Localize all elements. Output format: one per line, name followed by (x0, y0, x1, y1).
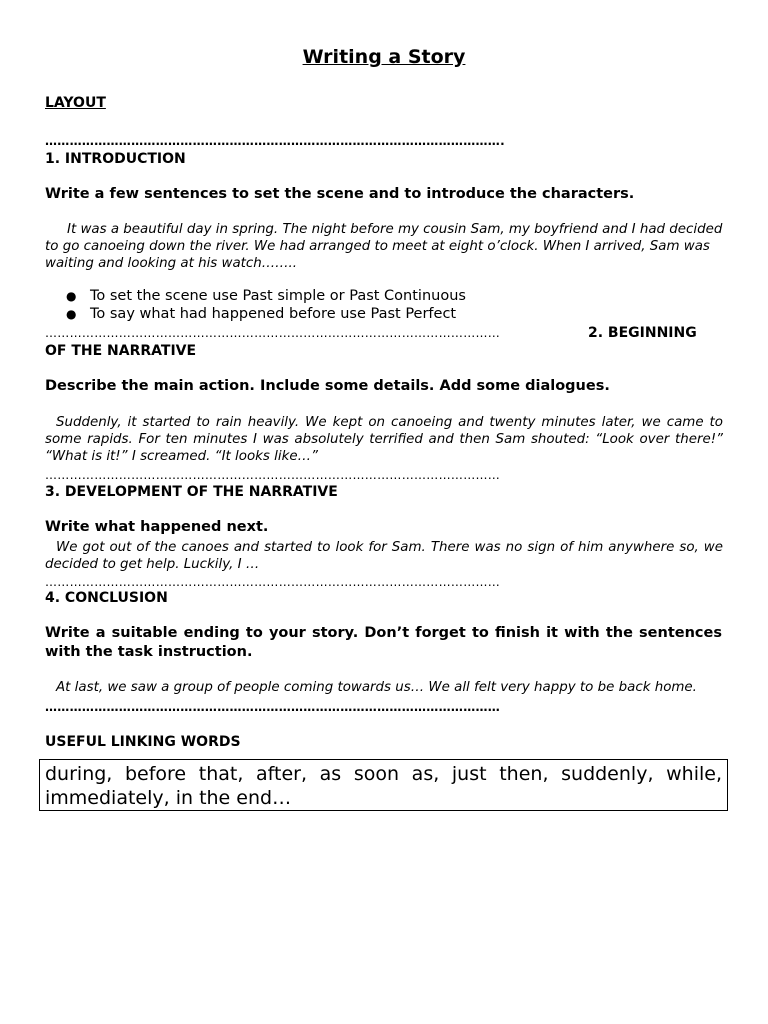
introduction-example: It was a beautiful day in spring. The night before my cousin Sam, my boyfriend and I had decided to go canoeing down the river. We had arranged to meet at eight o’clock. When I arrived, Sam was waiting and looking at his watch…….. (45, 222, 723, 271)
beginning-instruction: Describe the main action. Include some details. Add some dialogues. (45, 378, 610, 394)
linking-words-box: during, before that, after, as soon as, just then, suddenly, while, immediately, in the end… (39, 759, 728, 811)
bullet-icon: ● (66, 306, 77, 321)
page-title: Writing a Story (302, 46, 466, 68)
dotted-divider: …………………………………………………………………………………………………. (45, 134, 505, 148)
dotted-divider: ………………………………………………………………………………………………… (45, 468, 501, 482)
tense-tips-list (66, 288, 466, 323)
list-item-text: To say what had happened before use Past Perfect (90, 305, 457, 322)
conclusion-heading: 4. CONCLUSION (45, 590, 168, 606)
beginning-heading-part2: OF THE NARRATIVE (45, 343, 197, 359)
list-item-text: To set the scene use Past simple or Past Continuous (90, 288, 466, 304)
dotted-divider: ………………………………………………………………………………………………… (45, 326, 501, 340)
beginning-heading-part1: 2. BEGINNING (588, 325, 697, 341)
dotted-divider: ………………………………………………………………………………………………… (45, 575, 501, 589)
linking-words-heading: USEFUL LINKING WORDS (45, 734, 241, 750)
conclusion-example: At last, we saw a group of people coming towards us… We all felt very happy to be back home. (56, 680, 697, 695)
development-heading: 3. DEVELOPMENT OF THE NARRATIVE (45, 484, 338, 500)
development-example: We got out of the canoes and started to look for Sam. There was no sign of him anywhere so, we decided to get help. Luckily, I … (45, 540, 723, 572)
list-item (66, 306, 466, 324)
bullet-icon: ● (66, 289, 77, 303)
beginning-example: Suddenly, it started to rain heavily. We kept on canoeing and twenty minutes later, we came to some rapids. For ten minutes I was absolutely terrified and then Sam shouted: “Look over there!” “What is it!” I screamed. “It looks like…” (45, 415, 723, 464)
introduction-heading: 1. INTRODUCTION (45, 151, 186, 167)
conclusion-instruction: Write a suitable ending to your story. Don’t forget to finish it with the sentences with the task instruction. (45, 625, 722, 660)
list-item (66, 288, 466, 306)
layout-heading: LAYOUT (45, 95, 106, 111)
dotted-divider: ………………………………………………………………………………………………… (45, 700, 501, 714)
introduction-instruction: Write a few sentences to set the scene and to introduce the characters. (45, 186, 635, 202)
development-instruction: Write what happened next. (45, 519, 269, 535)
